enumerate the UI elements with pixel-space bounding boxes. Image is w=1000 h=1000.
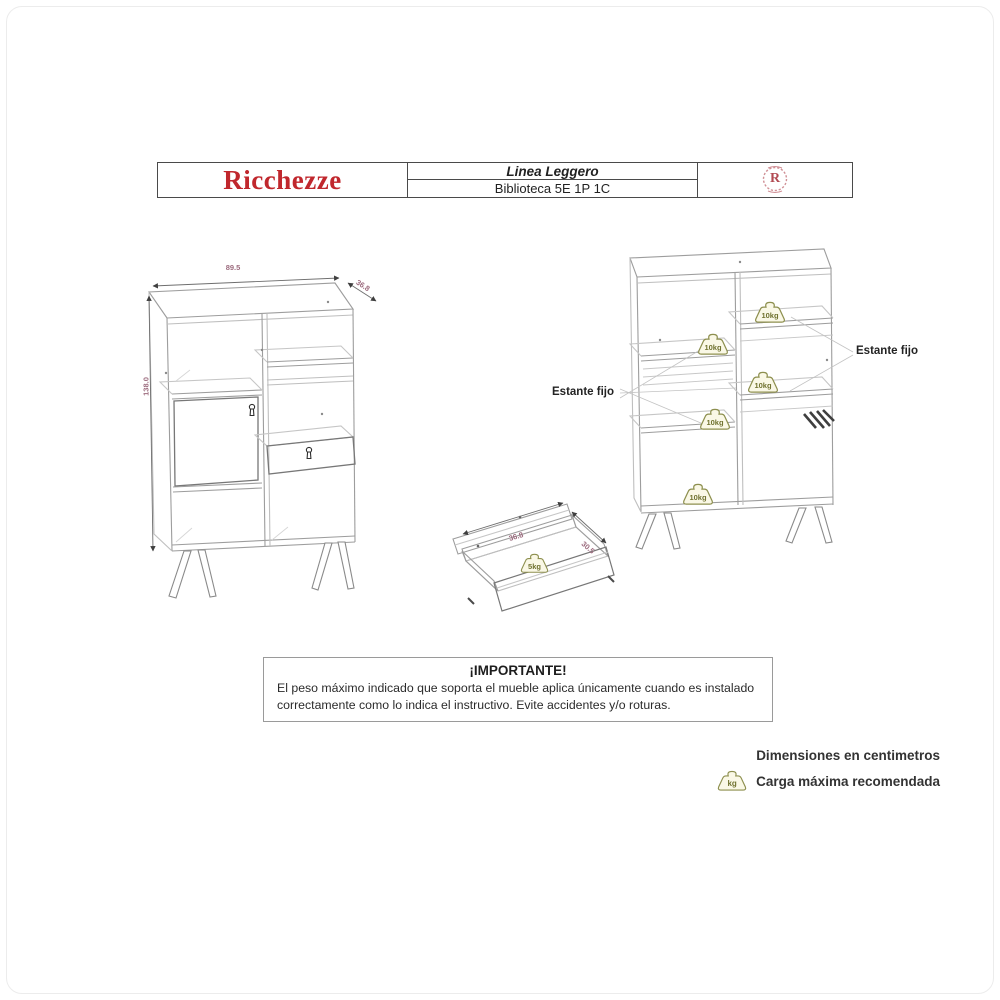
drawer-dimension-lines	[463, 503, 606, 543]
legend-max-load-row	[640, 769, 940, 793]
closed-bookcase-drawing	[149, 283, 355, 598]
notice-title: ¡IMPORTANTE!	[469, 663, 567, 678]
kg-icon	[716, 769, 748, 793]
drawer-depth-dimension-label: 30.5	[579, 539, 597, 556]
height-dimension-label: 138.0	[141, 377, 151, 396]
title-block	[157, 162, 853, 198]
product-name: Biblioteca 5E 1P 1C	[494, 181, 611, 196]
load-badge-shelf-1	[753, 301, 787, 324]
load-badge-shelf-2	[696, 333, 730, 356]
load-badge-drawer	[519, 553, 550, 574]
fixed-shelf-label-left: Estante fijo	[552, 386, 614, 398]
load-badge-text: 10kg	[689, 492, 707, 502]
load-badge-shelf-4	[698, 408, 732, 431]
load-badge-text: 10kg	[704, 342, 722, 352]
load-badge-text: 10kg	[754, 380, 772, 390]
series-name: Linea Leggero	[408, 163, 697, 180]
important-notice-box	[263, 657, 773, 722]
load-badge-text: 10kg	[706, 417, 724, 427]
product-cell	[408, 163, 698, 197]
legend-dimensions-note: Dimensiones en centimetros	[756, 748, 940, 763]
load-badge-text: 10kg	[761, 310, 779, 320]
door-keyhole-icon	[249, 404, 254, 415]
load-badge-shelf-5	[681, 483, 715, 506]
width-dimension-label: 89.5	[225, 263, 241, 272]
kg-icon-text: kg	[727, 779, 737, 788]
drawer-keyhole-icon	[306, 447, 311, 458]
legend-max-load-note: Carga máxima recomendada	[756, 773, 940, 789]
emblem-letter: R	[769, 171, 781, 186]
load-badge-shelf-3	[746, 371, 780, 394]
depth-dimension-label: 36.8	[354, 277, 372, 294]
brand-emblem-icon	[758, 163, 792, 197]
notice-body: El peso máximo indicado que soporta el mueble aplica únicamente cuando es instalado correctamente como lo indica el instructivo. Evite accidentes y/o roturas.	[277, 681, 755, 712]
fixed-shelf-label-right: Estante fijo	[856, 345, 918, 357]
drawer-width-dimension-label: 36.8	[507, 530, 525, 543]
load-badge-text: 5kg	[528, 561, 541, 571]
legend	[640, 748, 940, 793]
open-bookcase-drawing	[630, 249, 833, 549]
emblem-cell	[698, 163, 852, 197]
brand-logo: Ricchezze	[223, 164, 342, 195]
brand-cell	[158, 163, 408, 197]
hatch-mark	[804, 410, 834, 428]
